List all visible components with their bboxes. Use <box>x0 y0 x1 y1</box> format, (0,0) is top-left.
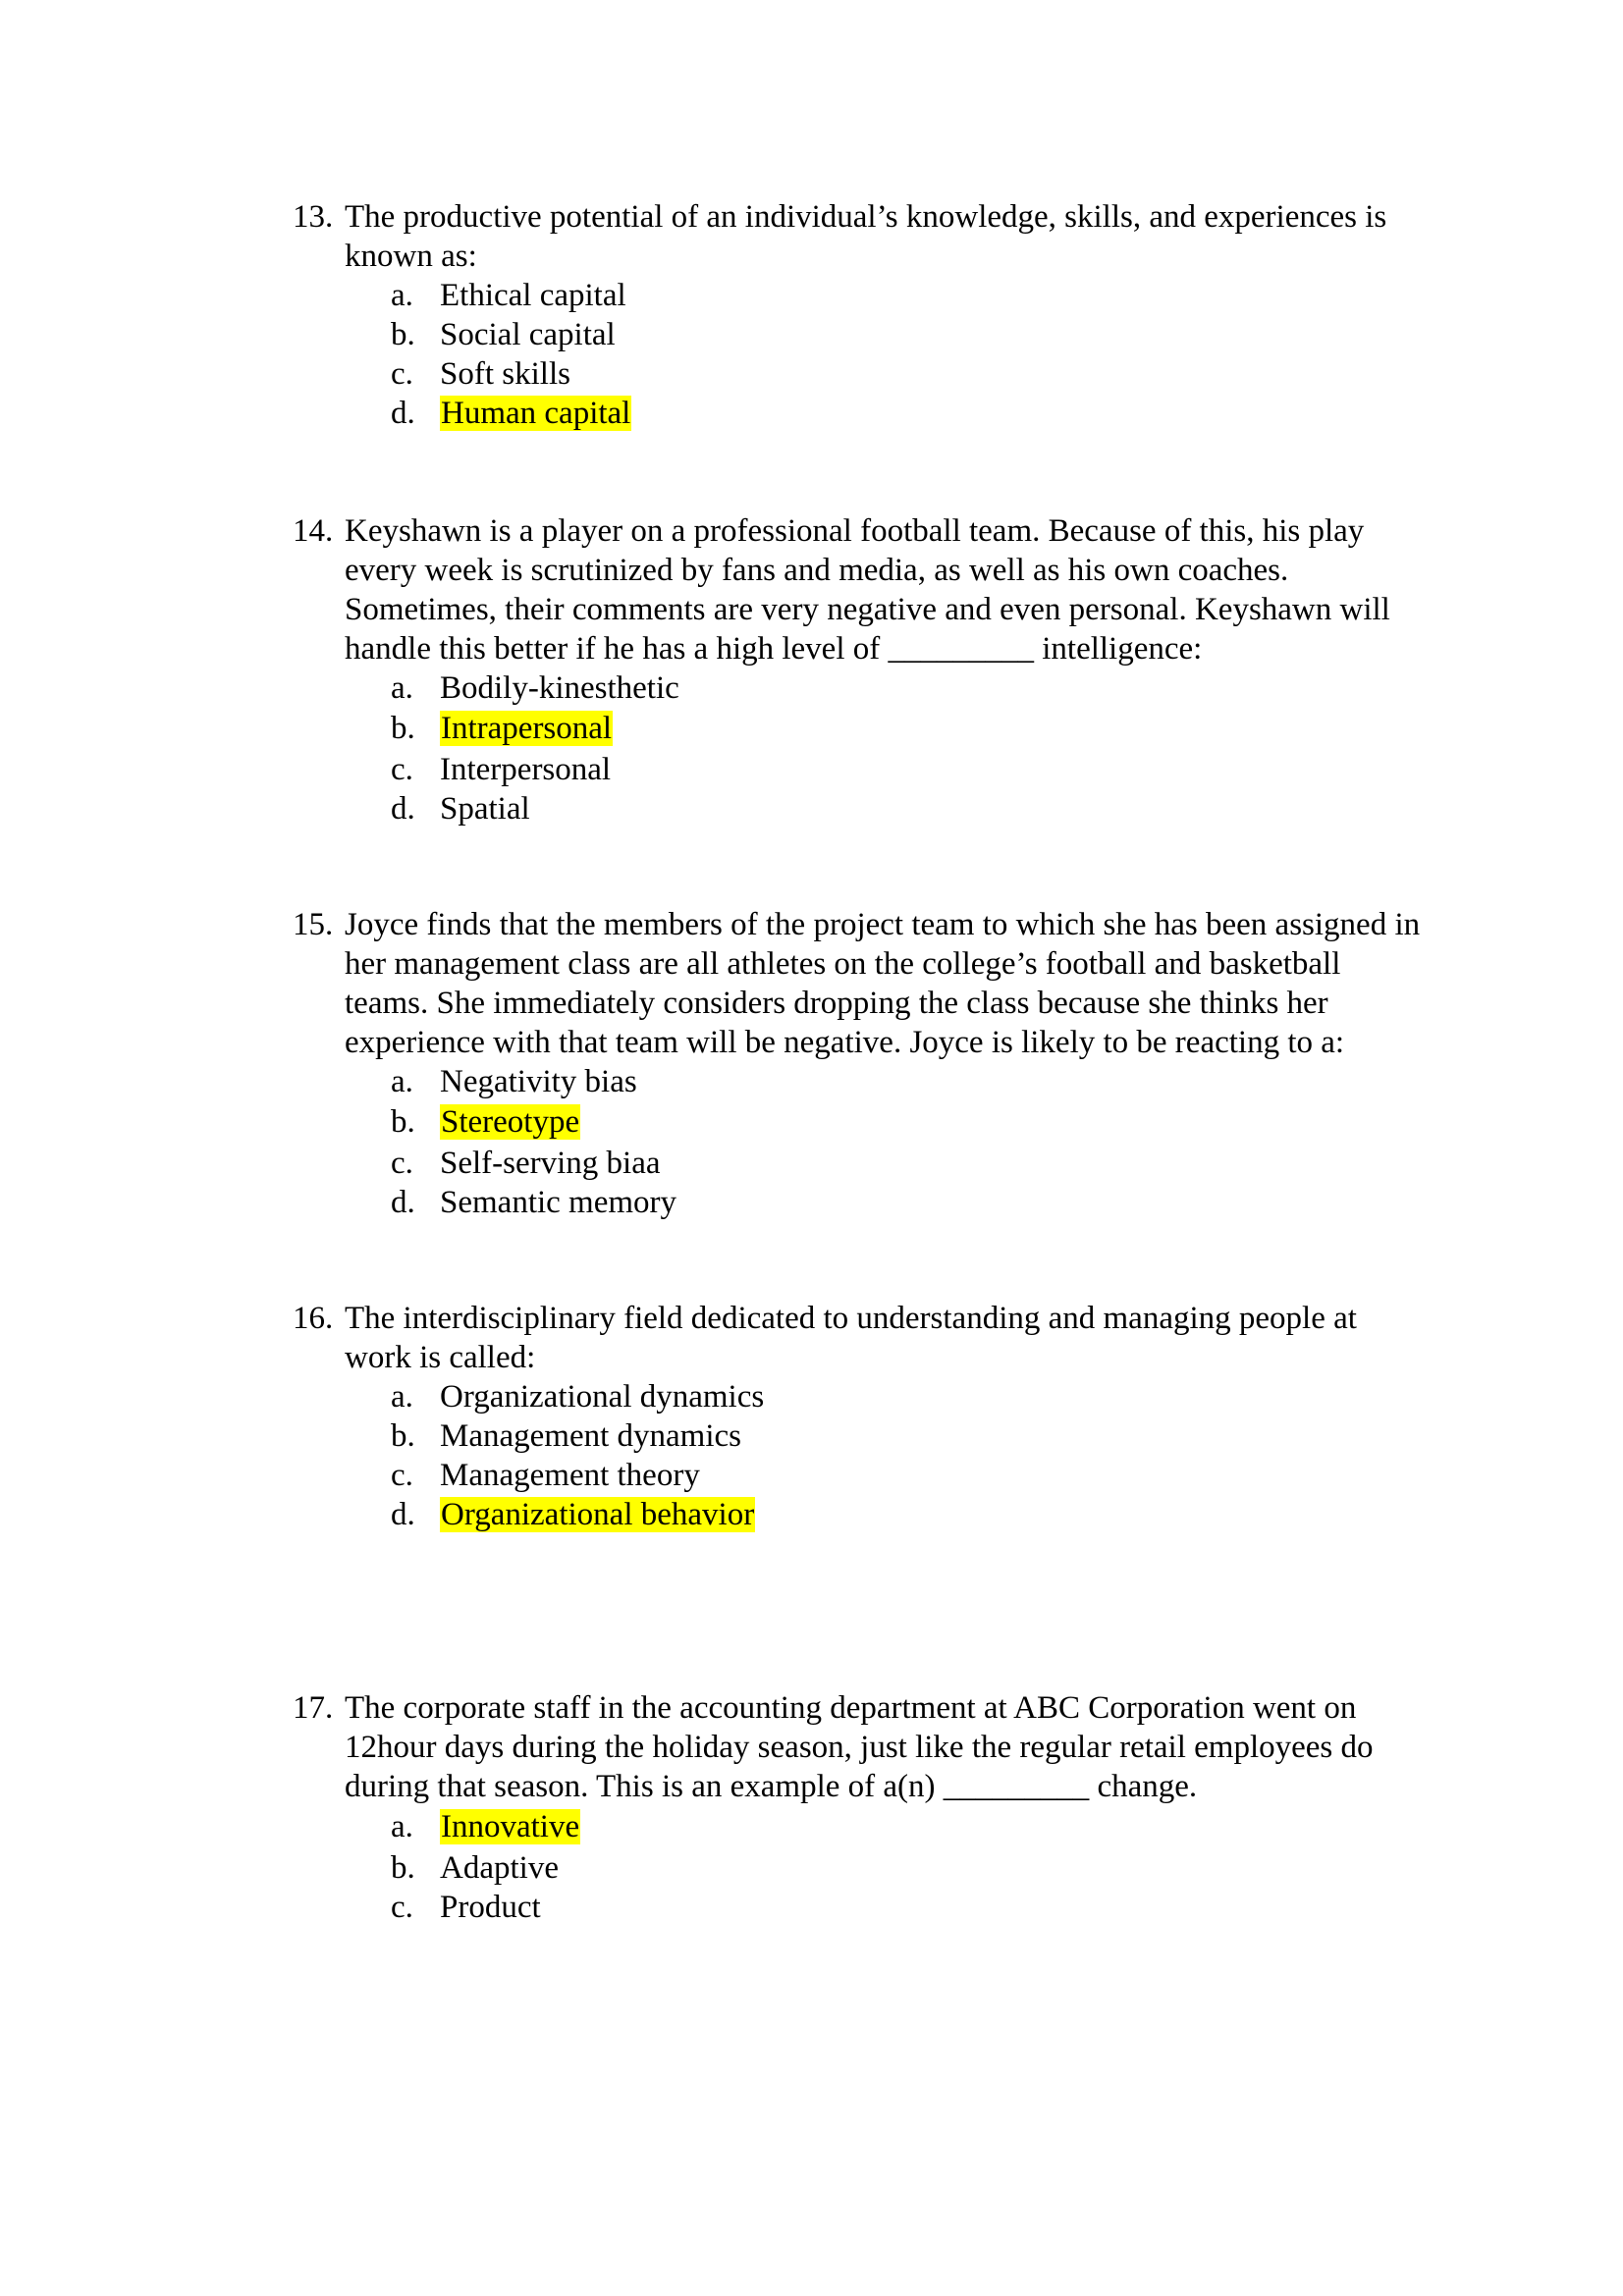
option-text: Product <box>440 1890 541 1925</box>
question-17 <box>293 1688 1422 1927</box>
question-stem <box>293 1688 1422 1806</box>
option-b <box>293 1101 1422 1144</box>
option-text: Interpersonal <box>440 752 612 787</box>
option-letter: c. <box>391 1458 413 1493</box>
option-b <box>293 315 1422 354</box>
option-text: Negativity bias <box>440 1064 637 1099</box>
question-14 <box>293 511 1422 828</box>
option-c <box>293 354 1422 394</box>
highlighted-answer: Human capital <box>441 396 631 431</box>
option-letter: c. <box>391 1890 413 1925</box>
answer-options <box>293 1806 1422 1927</box>
option-letter: d. <box>391 791 415 827</box>
option-letter: d. <box>391 1185 415 1220</box>
option-letter: a. <box>391 1809 413 1844</box>
option-text: Bodily-kinesthetic <box>440 670 679 706</box>
option-b <box>293 708 1422 750</box>
option-a <box>293 1806 1422 1848</box>
option-d <box>293 394 1422 433</box>
option-b <box>293 1848 1422 1888</box>
question-15 <box>293 905 1422 1222</box>
option-letter: b. <box>391 711 415 746</box>
answer-options <box>293 1377 1422 1534</box>
answer-options <box>293 668 1422 828</box>
question-text: The interdisciplinary field dedicated to understanding and managing people at work is called: <box>345 1301 1357 1375</box>
option-text: Self-serving biaa <box>440 1146 661 1181</box>
option-letter: c. <box>391 356 413 392</box>
question-16 <box>293 1299 1422 1534</box>
option-text: Soft skills <box>440 356 570 392</box>
option-text: Management theory <box>440 1458 700 1493</box>
option-text: Social capital <box>440 317 616 352</box>
answer-options <box>293 276 1422 433</box>
option-d <box>293 789 1422 828</box>
question-number: 13. <box>293 199 334 235</box>
option-c <box>293 1144 1422 1183</box>
option-d <box>293 1183 1422 1222</box>
option-letter: b. <box>391 1418 415 1454</box>
option-letter: a. <box>391 670 413 706</box>
option-text: Ethical capital <box>440 278 626 313</box>
option-text: Organizational dynamics <box>440 1379 765 1415</box>
option-a <box>293 1377 1422 1416</box>
question-text: The productive potential of an individual’s knowledge, skills, and experiences is known as: <box>345 199 1387 274</box>
option-c <box>293 750 1422 789</box>
question-stem <box>293 1299 1422 1377</box>
option-text: Adaptive <box>440 1850 559 1886</box>
option-letter: c. <box>391 752 413 787</box>
option-letter: b. <box>391 317 415 352</box>
answer-options <box>293 1062 1422 1222</box>
option-a <box>293 276 1422 315</box>
option-letter: b. <box>391 1850 415 1886</box>
option-text: Semantic memory <box>440 1185 677 1220</box>
highlighted-answer: Organizational behavior <box>441 1497 755 1532</box>
option-letter: c. <box>391 1146 413 1181</box>
option-letter: a. <box>391 1379 413 1415</box>
option-c <box>293 1456 1422 1495</box>
question-stem <box>293 511 1422 668</box>
option-letter: d. <box>391 1497 415 1532</box>
option-a <box>293 1062 1422 1101</box>
option-text: Spatial <box>440 791 530 827</box>
question-number: 17. <box>293 1690 334 1726</box>
option-b <box>293 1416 1422 1456</box>
option-letter: d. <box>391 396 415 431</box>
option-text: Management dynamics <box>440 1418 741 1454</box>
question-number: 16. <box>293 1301 334 1336</box>
option-d <box>293 1495 1422 1534</box>
question-stem <box>293 197 1422 276</box>
question-text: Joyce finds that the members of the project team to which she has been assigned in her management class are all athletes on the college’s football and basketball teams. She immediately considers dropping the class because she thinks her experience with that team will be negative. Joyce is likely to be reacting to a: <box>345 907 1421 1060</box>
option-letter: a. <box>391 1064 413 1099</box>
question-text: The corporate staff in the accounting department at ABC Corporation went on 12hour days during the holiday season, just like the regular retail employees do during that season. This is an example of a(n) _________ change. <box>345 1690 1374 1804</box>
question-13 <box>293 197 1422 433</box>
highlighted-answer: Innovative <box>441 1809 580 1844</box>
option-letter: a. <box>391 278 413 313</box>
option-a <box>293 668 1422 708</box>
question-text: Keyshawn is a player on a professional football team. Because of this, his play every week is scrutinized by fans and media, as well as his own coaches. Sometimes, their comments are very negative and even personal. Keyshawn will handle this better if he has a high level of _________ intelligence: <box>345 513 1390 667</box>
option-letter: b. <box>391 1104 415 1140</box>
question-number: 14. <box>293 513 334 549</box>
highlighted-answer: Intrapersonal <box>441 711 613 746</box>
highlighted-answer: Stereotype <box>441 1104 580 1140</box>
option-c <box>293 1888 1422 1927</box>
question-number: 15. <box>293 907 334 942</box>
question-stem <box>293 905 1422 1062</box>
